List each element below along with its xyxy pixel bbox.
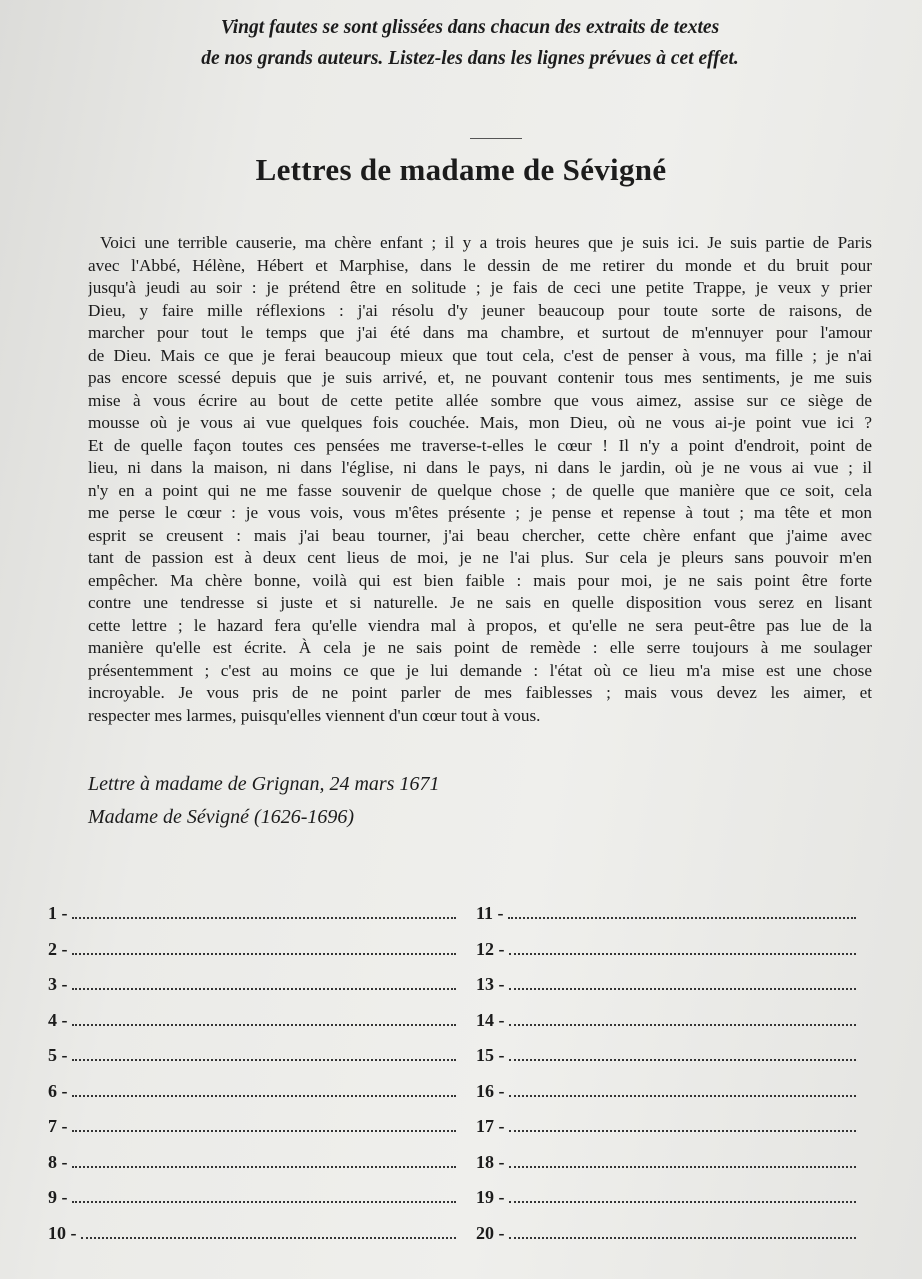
answer-field[interactable] [48, 1152, 476, 1173]
answer-blank[interactable] [509, 941, 857, 955]
answer-blank[interactable] [509, 1047, 857, 1061]
answer-field[interactable] [476, 1116, 856, 1137]
answer-field[interactable] [48, 1045, 476, 1066]
answer-number: 15 - [476, 1045, 505, 1066]
instructions-line-2: de nos grands auteurs. Listez-les dans les lignes prévues à cet effet. [201, 48, 739, 69]
letter-line: de Dieu. Mais ce que je ferai beaucoup mieux que tout cela, c'est de penser à vous, ma fille ; je n'ai [88, 345, 872, 365]
answer-number: 6 - [48, 1080, 68, 1101]
answer-number: 10 - [48, 1222, 77, 1243]
letter-line: respecter mes larmes, puisqu'elles viennent d'un cœur tout à vous. [88, 705, 541, 725]
answer-field[interactable] [48, 1010, 476, 1031]
letter-line: tant de passion est à deux cent lieus de moi, je ne l'ai plus. Sur cela je pleurs sans pouvoir m'en [88, 548, 872, 567]
answer-number: 3 - [48, 974, 68, 995]
answer-number: 13 - [476, 974, 505, 995]
letter-line: cette lettre ; le hazard fera qu'elle viendra mal à propos, et qu'elle ne sera peut-être pas lue de la [88, 615, 872, 635]
answer-row [48, 1109, 868, 1145]
instructions-line-1: Vingt fautes se sont glissées dans chacun des extraits de textes [220, 17, 720, 38]
answer-blank[interactable] [72, 1189, 457, 1203]
answer-number: 7 - [48, 1116, 68, 1137]
answer-number: 11 - [476, 903, 504, 924]
answer-blank[interactable] [72, 1154, 457, 1168]
letter-line: contre une tendresse si juste et si naturelle. Je ne sais en quelle disposition vous serez en lisant [88, 593, 872, 612]
letter-line: jusqu'à jeudi au soir : je prétend être en solitude ; je fais de ceci une petite Trappe, je veux y prier [88, 278, 872, 297]
answer-row [48, 1074, 868, 1110]
letter-line: pas encore scessé depuis que je suis arrivé, et, ne pouvant contenir tous mes sentiments, je me suis [88, 368, 872, 387]
answer-field[interactable] [476, 1223, 856, 1244]
answer-field[interactable] [476, 1152, 856, 1173]
answer-blank[interactable] [72, 976, 457, 990]
letter-line: présentemment ; c'est au moins ce que je lui demande : l'état où ce lieu m'a mise est une chose [88, 660, 872, 680]
letter-line: mise à vous écrire au bout de cette petite allée sombre que vous aimez, assise sur ce siège de [88, 390, 872, 410]
answer-field[interactable] [476, 903, 856, 924]
answer-number: 17 - [476, 1116, 505, 1137]
instructions [100, 12, 840, 74]
answer-row [48, 1003, 868, 1039]
answer-field[interactable] [48, 1223, 476, 1244]
answer-field[interactable] [48, 1187, 476, 1208]
page-title: Lettres de madame de Sévigné [255, 152, 667, 187]
answer-number: 19 - [476, 1187, 505, 1208]
letter-line: n'y en a point qui ne me fasse souvenir de quelque chose ; de quelle que manière que ce soit, cela [88, 480, 872, 500]
answer-number: 2 - [48, 938, 68, 959]
answer-blank[interactable] [81, 1225, 457, 1239]
answer-blank[interactable] [509, 1154, 857, 1168]
letter-line: avec l'Abbé, Hélène, Hébert et Marphise, dans le dessin de me retirer du monde et du bruit pour [88, 255, 872, 275]
answer-field[interactable] [476, 974, 856, 995]
answer-blank[interactable] [72, 941, 457, 955]
letter-line: empêcher. Ma chère bonne, voilà qui est bien faible : mais pour moi, je ne sais point être forte [88, 570, 872, 590]
answer-blank[interactable] [509, 1189, 857, 1203]
answer-row [48, 896, 868, 932]
answer-field[interactable] [476, 1187, 856, 1208]
answer-row [48, 1038, 868, 1074]
answer-number: 12 - [476, 938, 505, 959]
letter-source: Lettre à madame de Grignan, 24 mars 1671 [88, 773, 440, 795]
answer-number: 4 - [48, 1009, 68, 1030]
letter-line: esprit se creusent : mais j'ai beau tourner, j'ai beau chercher, cette chère enfant que j'aime avec [88, 525, 872, 545]
answer-number: 5 - [48, 1045, 68, 1066]
letter-line: manière qu'elle est écrite. À cela je ne sais point de remède : elle serre toujours à me soulager [88, 638, 872, 657]
answer-blank[interactable] [72, 1047, 457, 1061]
answer-blank[interactable] [72, 1118, 457, 1132]
answer-field[interactable] [476, 1045, 856, 1066]
answer-number: 1 - [48, 903, 68, 924]
answer-field[interactable] [476, 1081, 856, 1102]
answer-number: 8 - [48, 1151, 68, 1172]
letter-line: Dieu, y faire mille réflexions : j'ai résolu d'y jeuner beaucoup pour toute sorte de raisons, de [88, 300, 872, 320]
answer-blank[interactable] [72, 1083, 457, 1097]
letter-author: Madame de Sévigné (1626-1696) [88, 806, 355, 828]
answer-blank[interactable] [72, 905, 457, 919]
answer-field[interactable] [48, 939, 476, 960]
letter-line: Et de quelle façon toutes ces pensées me traverse-t-elles le cœur ! Il n'y a point d'endroit, point de [88, 435, 872, 455]
letter-line: lieu, ni dans la maison, ni dans l'église, ni dans le pays, ni dans le jardin, où je ne vous ai vue ; il [88, 458, 872, 477]
letter-line: Voici une terrible causerie, ma chère enfant ; il y a trois heures que je suis ici. Je suis partie de Paris [100, 233, 872, 252]
answer-row [48, 1145, 868, 1181]
answer-blank[interactable] [509, 1118, 857, 1132]
letter-line: mousse où je vous ai vue quelques fois couchée. Mais, mon Dieu, où ne vous ai-je point vue ici ? [88, 413, 872, 432]
answer-blank[interactable] [72, 1012, 457, 1026]
letter-text [88, 232, 872, 727]
answer-number: 20 - [476, 1222, 505, 1243]
letter-line: marcher pour tout le temps que j'ai été dans ma chambre, et surtout de m'ennuyer pour l'amour [88, 323, 872, 342]
answer-number: 9 - [48, 1187, 68, 1208]
answer-field[interactable] [48, 1081, 476, 1102]
answer-field[interactable] [48, 1116, 476, 1137]
answer-blank[interactable] [509, 1083, 857, 1097]
letter-line: incroyable. Je vous pris de ne point parler de mes faiblesses ; mais vous devez les aimer, et [88, 683, 872, 702]
answer-number: 14 - [476, 1009, 505, 1030]
answer-row [48, 967, 868, 1003]
answer-blank[interactable] [508, 905, 856, 919]
answer-field[interactable] [476, 1010, 856, 1031]
answer-blank[interactable] [509, 1012, 857, 1026]
answer-field[interactable] [48, 903, 476, 924]
answer-blank[interactable] [509, 1225, 857, 1239]
answer-field[interactable] [476, 939, 856, 960]
answer-row [48, 1216, 868, 1252]
divider [470, 138, 522, 139]
answer-lines [48, 896, 868, 1251]
answer-blank[interactable] [509, 976, 857, 990]
answer-row [48, 1180, 868, 1216]
answer-field[interactable] [48, 974, 476, 995]
answer-row [48, 932, 868, 968]
letter-line: me perse le cœur : je vous vois, vous m'êtes présente ; je pense et repense à tout ; ma tête et mon [88, 503, 872, 522]
answer-number: 18 - [476, 1151, 505, 1172]
answer-number: 16 - [476, 1080, 505, 1101]
